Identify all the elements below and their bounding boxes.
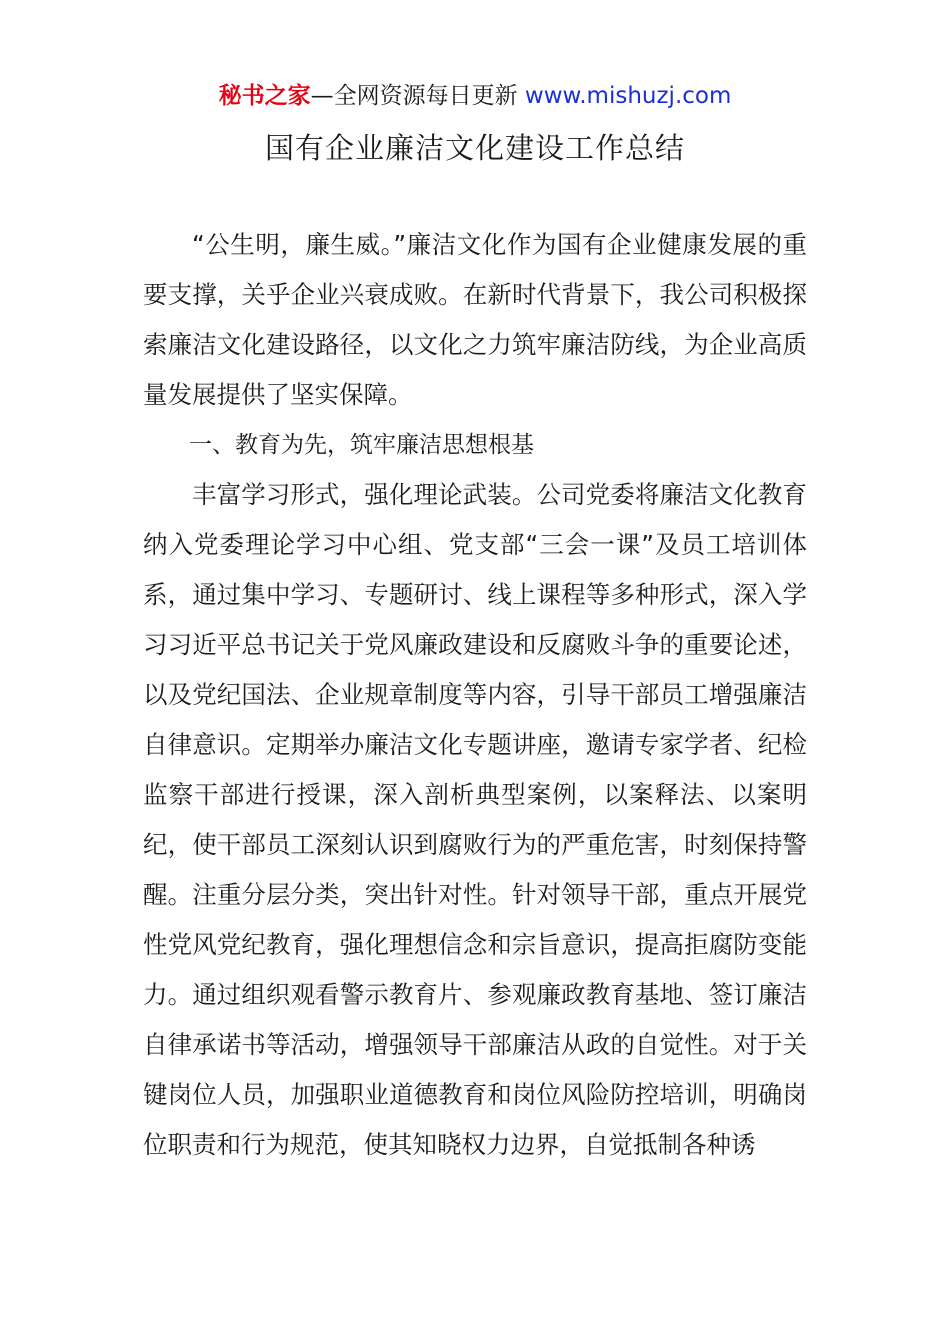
header-tagline: —全网资源每日更新 [310, 83, 518, 109]
section-heading-1: 一、教育为先，筑牢廉洁思想根基 [189, 432, 534, 458]
site-url-link[interactable]: www.mishuzj.com [524, 83, 732, 109]
document-body [143, 220, 807, 1170]
site-header [0, 80, 950, 112]
intro-paragraph: “公生明，廉生威。”廉洁文化作为国有企业健康发展的重要支撑，关乎企业兴衰成败。在新时代背景下，我公司积极探索廉洁文化建设路径，以文化之力筑牢廉洁防线，为企业高质量发展提供了坚实保障。 [143, 230, 807, 409]
brand-name: 秘书之家 [218, 83, 311, 109]
document-title: 国有企业廉洁文化建设工作总结 [264, 131, 685, 165]
body-paragraph: 丰富学习形式，强化理论武装。公司党委将廉洁文化教育纳入党委理论学习中心组、党支部“三会一课”及员工培训体系，通过集中学习、专题研讨、线上课程等多种形式，深入学习习近平总书记关于党风廉政建设和反腐败斗争的重要论述，以及党纪国法、企业规章制度等内容，引导干部员工增强廉洁自律意识。定期举办廉洁文化专题讲座，邀请专家学者、纪检监察干部进行授课，深入剖析典型案例，以案释法、以案明纪，使干部员工深刻认识到腐败行为的严重危害，时刻保持警醒。注重分层分类，突出针对性。针对领导干部，重点开展党性党风党纪教育，强化理想信念和宗旨意识，提高拒腐防变能力。通过组织观看警示教育片、参观廉政教育基地、签订廉洁自律承诺书等活动，增强领导干部廉洁从政的自觉性。对于关键岗位人员，加强职业道德教育和岗位风险防控培训，明确岗位职责和行为规范，使其知晓权力边界，自觉抵制各种诱 [143, 480, 807, 1159]
